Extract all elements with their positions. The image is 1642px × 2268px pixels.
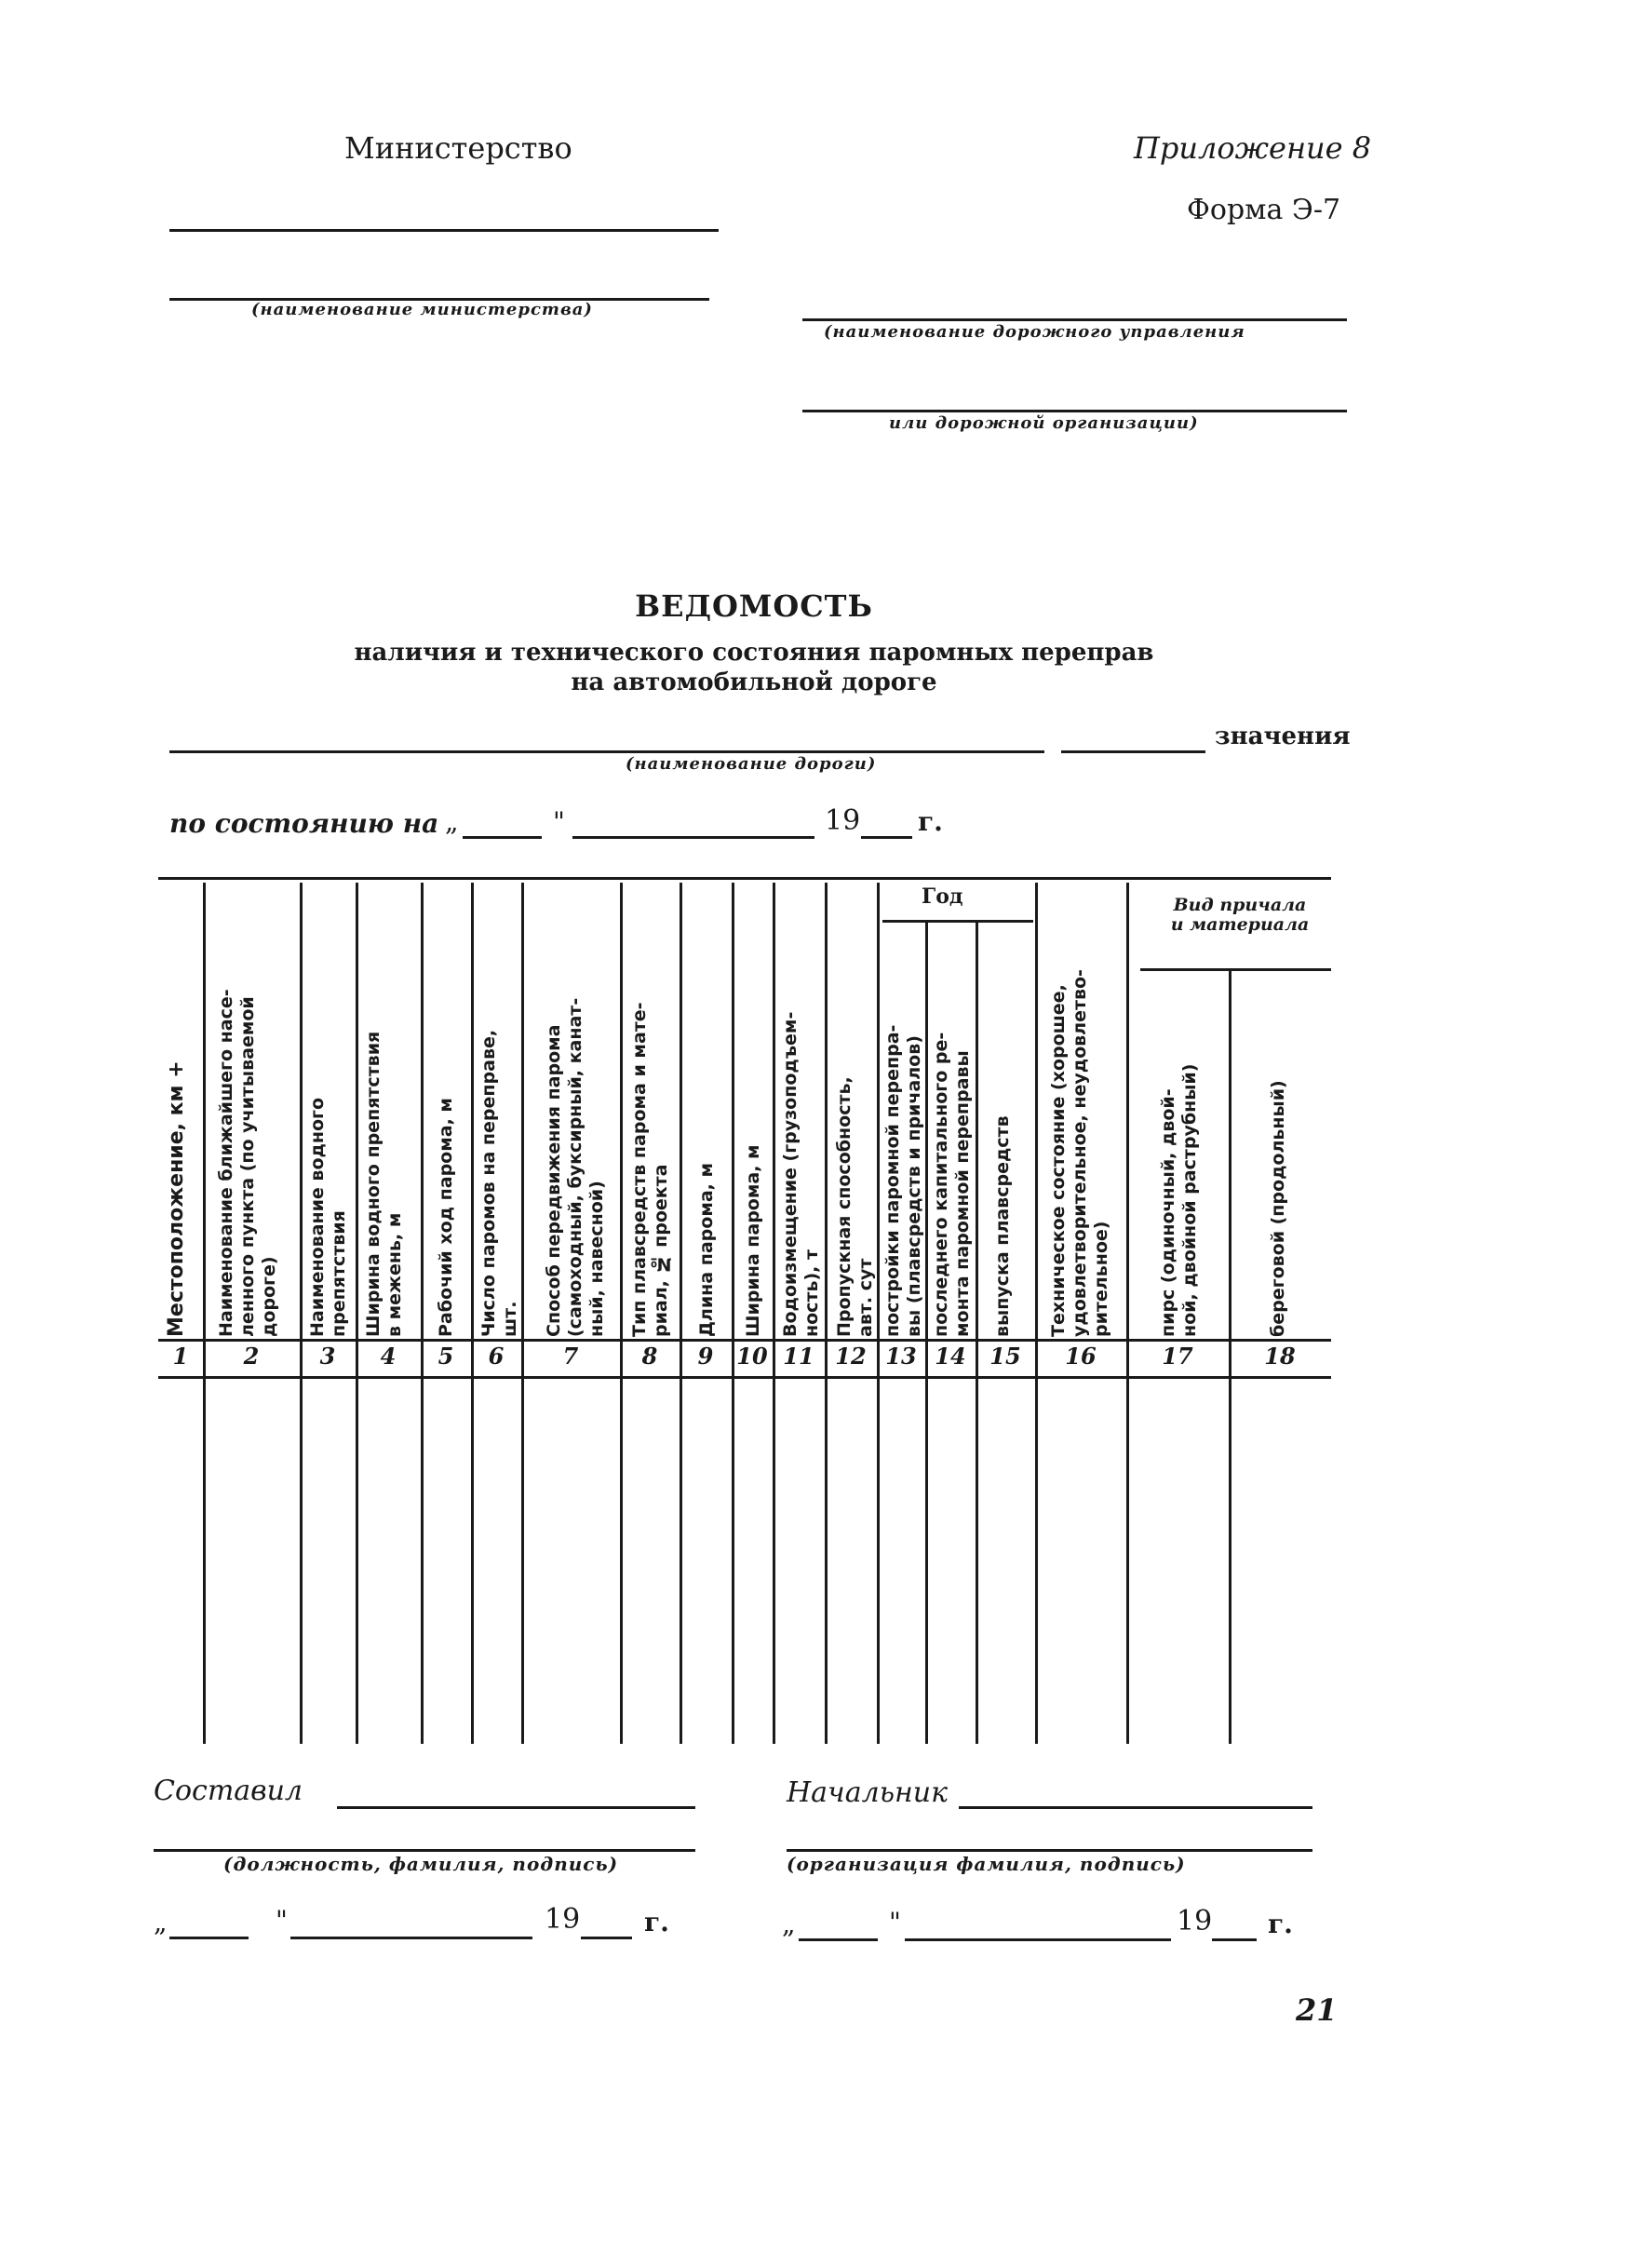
- col-sep-6-7: [521, 883, 524, 1744]
- col-number-10: 10: [736, 1343, 768, 1370]
- col-header-5: Рабочий ход парома, м: [436, 1098, 456, 1337]
- compiled-quote-close: ": [276, 1905, 288, 1936]
- chief-year-line[interactable]: [1212, 1938, 1257, 1941]
- col-header-8: Тип плавсредств парома и мате- риал, № проекта: [629, 1002, 671, 1337]
- col-sep-13-14: [925, 922, 928, 1744]
- col-header-16: Техническое состояние (хорошее, удовлетворительное, неудовлетво- рительное): [1048, 969, 1111, 1337]
- col-number-2: 2: [243, 1343, 260, 1370]
- ministry-line-1[interactable]: [169, 229, 719, 232]
- as-of-month-line[interactable]: [572, 836, 814, 839]
- road-admin-line-1[interactable]: [802, 318, 1347, 321]
- col-number-15: 15: [989, 1343, 1021, 1370]
- col-number-16: 16: [1065, 1343, 1097, 1370]
- col-sep-8-9: [680, 883, 682, 1744]
- group-berth-label: Вид причала и материала: [1170, 895, 1310, 935]
- doc-subtitle-2: на автомобильной дороге: [571, 668, 937, 696]
- col-number-13: 13: [885, 1343, 917, 1370]
- col-number-4: 4: [380, 1343, 397, 1370]
- compiled-year-line[interactable]: [581, 1937, 632, 1939]
- col-header-7: Способ передвижения парома (самоходный, буксирный, канат- ный, навесной): [544, 997, 607, 1337]
- as-of-label: по состоянию на: [169, 808, 439, 839]
- col-header-9: Длина парома, м: [696, 1162, 717, 1337]
- col-sep-16-17: [1126, 883, 1129, 1744]
- road-name-line[interactable]: [169, 750, 1044, 753]
- table-header-bottom: [158, 1339, 1331, 1342]
- chief-year-prefix: 19: [1177, 1905, 1213, 1937]
- col-header-11: Водоизмещение (грузоподъем- ность), т: [780, 1011, 822, 1337]
- doc-subtitle-1: наличия и технического состояния паромных переправ: [354, 639, 1154, 667]
- chief-quote-close: ": [889, 1907, 901, 1937]
- table-berth-underline: [1140, 968, 1331, 971]
- road-value-line[interactable]: [1061, 750, 1205, 753]
- compiled-line-2[interactable]: [154, 1849, 695, 1852]
- col-header-12: Пропускная способность, авт. сут: [834, 1076, 876, 1337]
- group-year-label: Год: [922, 884, 963, 909]
- chief-line-2[interactable]: [787, 1849, 1312, 1852]
- compiled-day-line[interactable]: [169, 1937, 249, 1939]
- col-sep-1-2: [203, 883, 206, 1744]
- col-sep-4-5: [421, 883, 424, 1744]
- compiled-month-line[interactable]: [290, 1937, 532, 1939]
- col-header-15: выпуска плавсредств: [992, 1115, 1013, 1337]
- chief-quote-open: „: [782, 1909, 796, 1939]
- col-sep-7-8: [620, 883, 623, 1744]
- col-header-2: Наименование ближайшего насе- ленного пункта (по учитываемой дороге): [216, 989, 279, 1337]
- col-number-11: 11: [783, 1343, 814, 1370]
- col-number-18: 18: [1264, 1343, 1296, 1370]
- col-header-1: Местоположение, км +: [165, 1060, 188, 1337]
- col-number-14: 14: [935, 1343, 966, 1370]
- col-number-5: 5: [437, 1343, 454, 1370]
- table-numbers-bottom: [158, 1376, 1331, 1379]
- page-number: 21: [1296, 1992, 1338, 2028]
- col-sep-12-13: [877, 883, 880, 1744]
- col-number-3: 3: [319, 1343, 336, 1370]
- col-header-14: последнего капитального ре- монта паромной переправы: [931, 1032, 973, 1337]
- compiled-line[interactable]: [337, 1806, 695, 1809]
- as-of-quote-close: ": [553, 806, 565, 837]
- road-admin-caption-1: (наименование дорожного управления: [824, 322, 1245, 342]
- col-header-18: береговой (продольный): [1268, 1080, 1288, 1337]
- col-sep-2-3: [300, 883, 303, 1744]
- col-sep-9-10: [732, 883, 734, 1744]
- as-of-day-line[interactable]: [463, 836, 542, 839]
- as-of-quote-open: „: [445, 806, 459, 837]
- chief-caption: (организация фамилия, подпись): [787, 1853, 1186, 1875]
- as-of-year-prefix: 19: [825, 804, 861, 837]
- road-caption: (наименование дороги): [626, 754, 877, 774]
- compiled-year-prefix: 19: [545, 1903, 581, 1936]
- col-header-13: постройки паромной перепра- вы (плавсредств и причалов): [882, 1024, 924, 1337]
- col-header-6: Число паромов на переправе, шт.: [478, 1029, 520, 1337]
- road-admin-line-2[interactable]: [802, 410, 1347, 412]
- col-number-9: 9: [697, 1343, 714, 1370]
- as-of-year-suffix: г.: [918, 806, 943, 837]
- chief-month-line[interactable]: [905, 1938, 1171, 1941]
- table-top-border: [158, 877, 1331, 880]
- col-number-6: 6: [488, 1343, 505, 1370]
- col-header-10: Ширина парома, м: [743, 1144, 763, 1337]
- col-number-12: 12: [835, 1343, 867, 1370]
- compiled-quote-open: „: [154, 1907, 168, 1937]
- chief-label: Начальник: [787, 1776, 949, 1809]
- col-header-3: Наименование водного препятствия: [307, 1097, 349, 1337]
- compiled-label: Составил: [154, 1775, 303, 1807]
- col-sep-3-4: [356, 883, 358, 1744]
- value-suffix: значения: [1215, 722, 1351, 750]
- col-sep-15-16: [1035, 883, 1038, 1744]
- chief-year-suffix: г.: [1268, 1909, 1293, 1939]
- doc-title: ВЕДОМОСТЬ: [635, 588, 873, 624]
- col-header-4: Ширина водного препятствия в межень, м: [363, 1031, 405, 1337]
- col-number-7: 7: [562, 1343, 579, 1370]
- appendix-label: Приложение 8: [1134, 130, 1372, 166]
- as-of-year-line[interactable]: [861, 836, 912, 839]
- compiled-year-suffix: г.: [644, 1907, 669, 1937]
- col-number-1: 1: [172, 1343, 189, 1370]
- col-number-17: 17: [1162, 1343, 1193, 1370]
- col-sep-5-6: [471, 883, 474, 1744]
- chief-line[interactable]: [959, 1806, 1312, 1809]
- col-sep-10-11: [773, 883, 775, 1744]
- ministry-label: Министерство: [344, 130, 572, 166]
- col-sep-14-15: [976, 922, 978, 1744]
- col-number-8: 8: [641, 1343, 658, 1370]
- compiled-caption: (должность, фамилия, подпись): [223, 1853, 619, 1875]
- col-sep-11-12: [825, 883, 828, 1744]
- road-admin-caption-2: или дорожной организации): [889, 413, 1199, 433]
- form-label: Форма Э-7: [1187, 194, 1341, 226]
- ministry-caption: (наименование министерства): [251, 300, 593, 319]
- chief-day-line[interactable]: [799, 1938, 878, 1941]
- col-header-17: пирс (одиночный, двой- ной, двойной раструбный): [1158, 1063, 1200, 1337]
